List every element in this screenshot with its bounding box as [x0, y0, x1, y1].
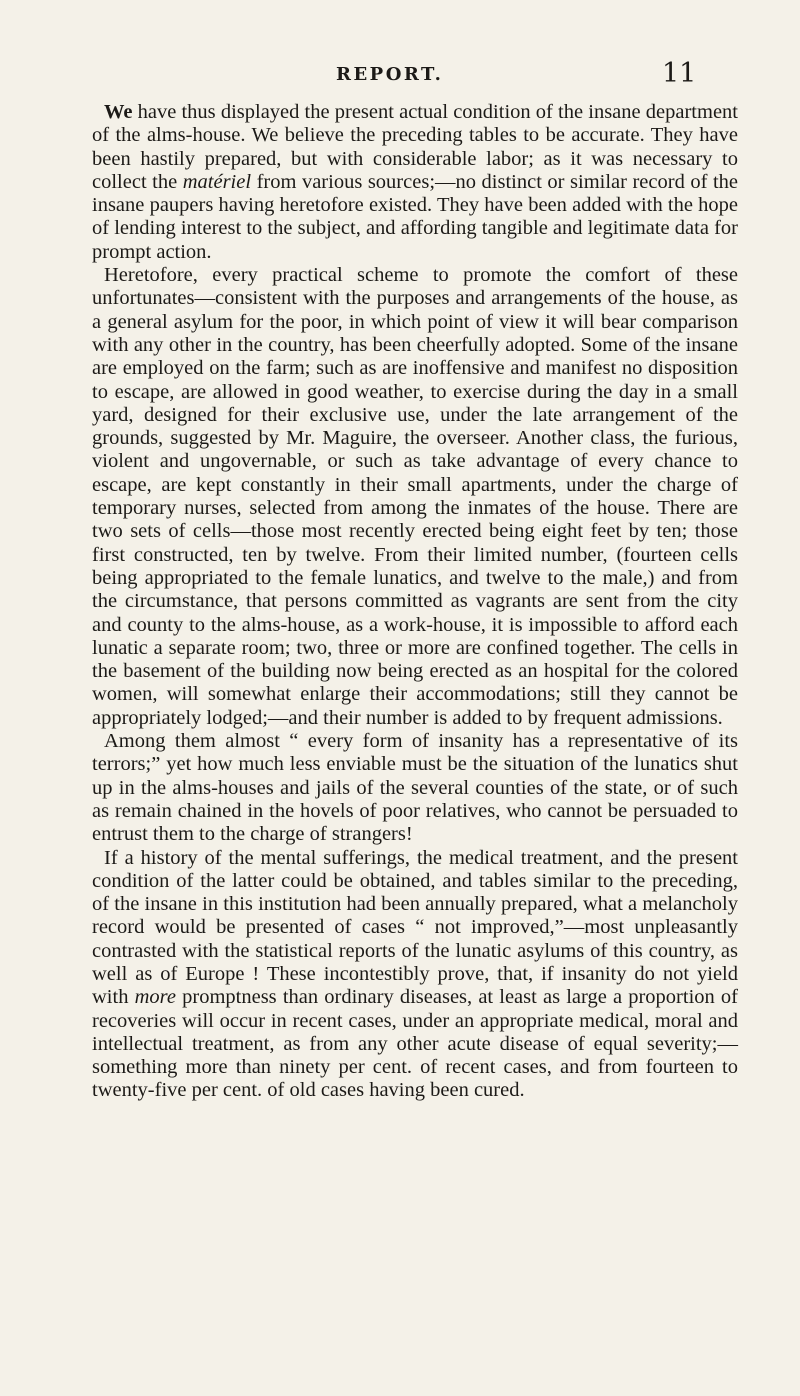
paragraph-4-text-b: promptness than ordinary diseases, at least as large a proportion of recoveries will occur in recent cases, under an appropriate medical, moral and intellectual treatment, as from any other acute disease of equal severity;—something more than ninety per cent. of recent cases, and from fourteen to twenty-five per cent. of old cases having been cured.	[92, 986, 738, 1102]
running-head: REPORT.	[336, 64, 444, 85]
page-number: 11	[662, 58, 697, 89]
paragraph-1-text-a: have thus displayed the present actual condition of the insane department of the alms-house. We believe the preceding tables to be accurate. They have been hastily prepared, but with considerable labor; as it was necessary to collect the	[92, 101, 738, 193]
body-text	[92, 101, 738, 1103]
page-header	[0, 58, 800, 94]
paragraph-4	[92, 847, 738, 1103]
paragraph-4-emphasis: more	[134, 986, 176, 1009]
paragraph-1	[92, 101, 738, 264]
paragraph-1-text-b: from various sources;—no distinct or similar record of the insane paupers having heretofore existed. They have been added with the hope of lending interest to the subject, and affording tangible and legitimate data for prompt action.	[92, 170, 738, 263]
paragraph-1-emphasis: matériel	[182, 170, 252, 193]
paragraph-lead-word: We	[104, 101, 133, 123]
paragraph-4-text-a: If a history of the mental sufferings, the medical treatment, and the present condition of the latter could be obtained, and tables similar to the preceding, of the insane in this institution had been annually prepared, what a melancholy record would be presented of cases “ not improved,”—most unpleasantly contrasted with the statistical reports of the lunatic asylums of this country, as well as of Europe ! These incontestibly prove, that, if insanity do not yield with	[92, 846, 738, 1009]
paragraph-2: Heretofore, every practical scheme to promote the comfort of these unfortunates—consistent with the purposes and arrangements of the house, as a general asylum for the poor, in which point of view it will bear comparison with any other in the country, has been cheerfully adopted. Some of the insane are employed on the farm; such as are inoffensive and manifest no disposition to escape, are allowed in good weather, to exercise during the day in a small yard, designed for their exclusive use, under the late arrangement of the grounds, suggested by Mr. Maguire, the overseer. Another class, the furious, violent and ungovernable, or such as take advantage of every chance to escape, are kept constantly in their small apartments, under the charge of temporary nurses, selected from among the inmates of the house. There are two sets of cells—those most recently erected being eight feet by ten; those first constructed, ten by twelve. From their limited number, (fourteen cells being appropriated to the female lunatics, and twelve to the male,) and from the circumstance, that persons committed as vagrants are sent from the city and county to the alms-house, as a work-house, it is impossible to afford each lunatic a separate room; two, three or more are confined together. The cells in the basement of the building now being erected as an hospital for the colored women, will somewhat enlarge their accommodations; still they cannot be appropriately lodged;—and their number is added to by frequent admissions.	[92, 264, 738, 729]
paragraph-3: Among them almost “ every form of insanity has a representative of its terrors;” yet how much less enviable must be the situation of the lunatics shut up in the alms-houses and jails of the several counties of the state, or of such as remain chained in the hovels of poor relatives, who cannot be persuaded to entrust them to the charge of strangers!	[92, 730, 738, 846]
